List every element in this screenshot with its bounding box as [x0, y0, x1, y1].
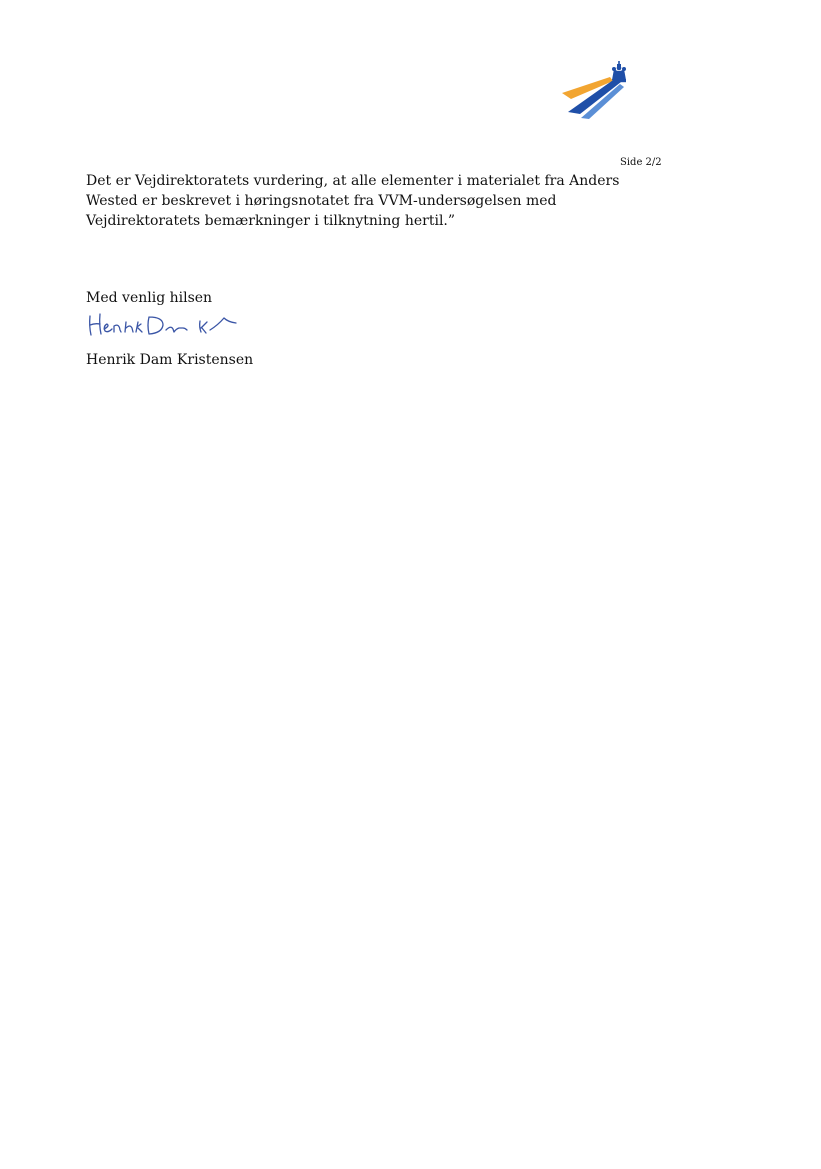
handwritten-signature-icon	[86, 308, 238, 338]
vejdirektoratet-logo-icon	[558, 60, 644, 120]
closing-salutation: Med venlig hilsen	[86, 290, 213, 306]
page-number: Side 2/2	[620, 157, 662, 168]
body-paragraph: Det er Vejdirektoratets vurdering, at alle elementer i materialet fra Anders Wested er beskrevet i høringsnotatet fra VVM-undersøgelsen med Vejdirektoratets bemærkninger i tilknytning hertil.”	[86, 173, 620, 229]
signer-name: Henrik Dam Kristensen	[86, 352, 254, 368]
crown-icon	[612, 61, 626, 82]
